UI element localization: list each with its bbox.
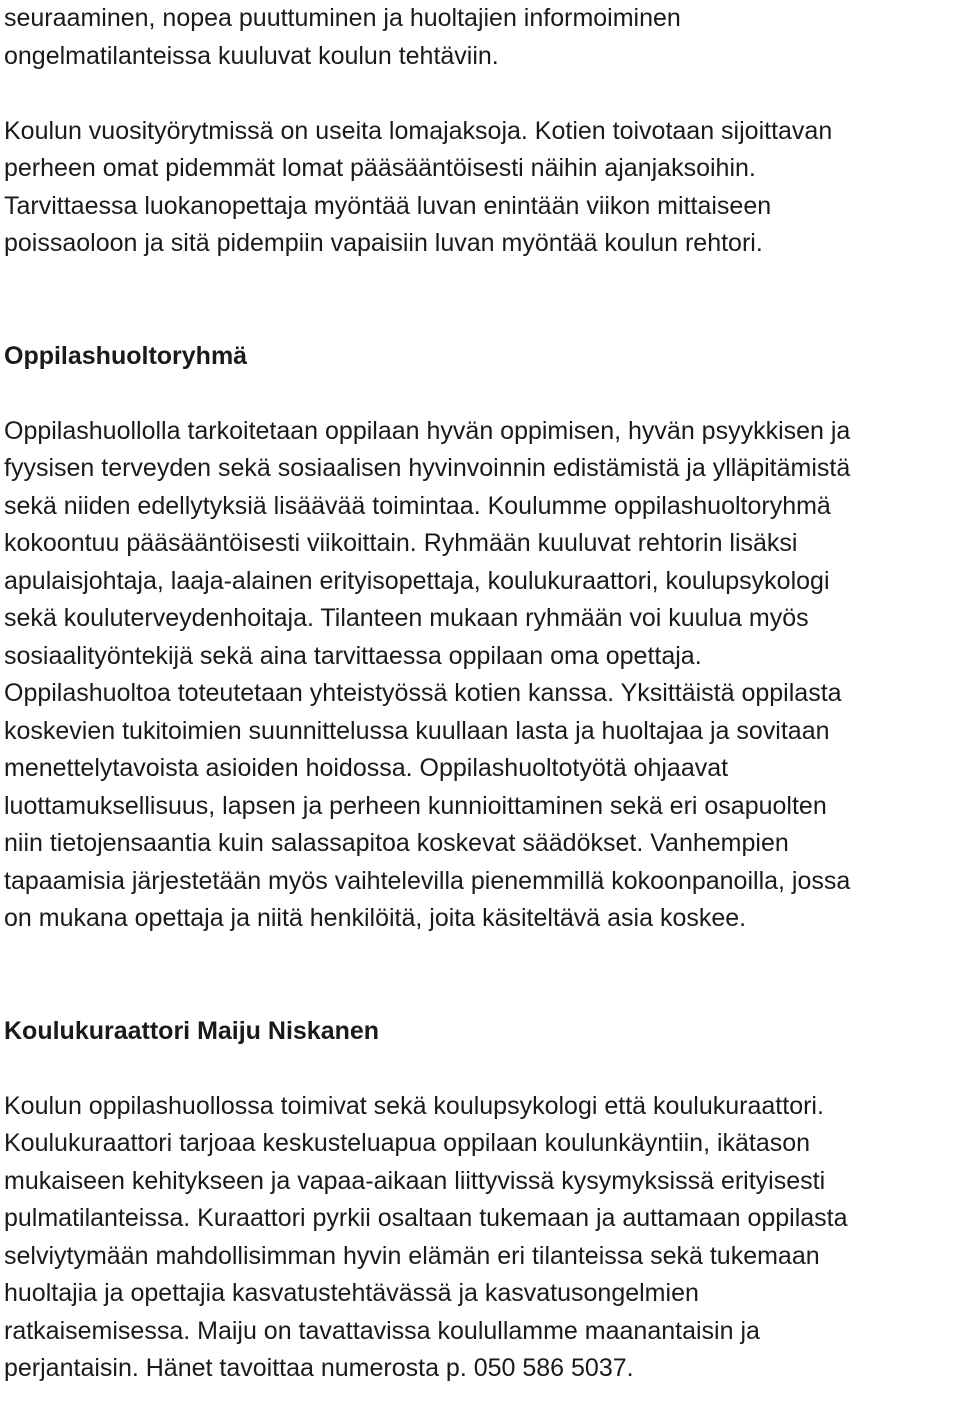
- text-line: on mukana opettaja ja niitä henkilöitä, joita käsiteltävä asia koskee.: [4, 904, 747, 932]
- section-heading-oppilashuoltoryhma: Oppilashuoltoryhmä: [4, 341, 248, 370]
- holidays-paragraph: [4, 113, 960, 263]
- text-line: pulmatilanteissa. Kuraattori pyrkii osaltaan tukemaan ja auttamaan oppilasta: [4, 1204, 848, 1232]
- text-line: niin tietojensaantia kuin salassapitoa koskevat säädökset. Vanhempien: [4, 829, 789, 857]
- text-line: tapaamisia järjestetään myös vaihtelevilla pienemmillä kokoonpanoilla, jossa: [4, 866, 851, 895]
- paragraph-spacer: [4, 1050, 960, 1088]
- text-line: Koulun vuosityörytmissä on useita lomajaksoja. Kotien toivotaan sijoittavan: [4, 116, 833, 145]
- text-line: sosiaalityöntekijä sekä aina tarvittaessa oppilaan oma opettaja.: [4, 641, 702, 670]
- text-line: poissaoloon ja sitä pidempiin vapaisiin luvan myöntää koulun rehtori.: [4, 229, 763, 257]
- kuraattori-paragraph: [4, 1088, 960, 1388]
- paragraph-spacer: [4, 75, 960, 113]
- text-line: sekä niiden edellytyksiä lisäävää toimintaa. Koulumme oppilashuoltoryhmä: [4, 491, 831, 520]
- text-line: ongelmatilanteissa kuuluvat koulun tehtäviin.: [4, 41, 499, 70]
- text-line: Oppilashuoltoa toteutetaan yhteistyössä kotien kanssa. Yksittäistä oppilasta: [4, 679, 842, 707]
- paragraph-spacer: [4, 263, 960, 338]
- text-line: ratkaisemisessa. Maiju on tavattavissa koulullamme maanantaisin ja: [4, 1316, 760, 1345]
- text-line: sekä kouluterveydenhoitaja. Tilanteen mukaan ryhmään voi kuulua myös: [4, 604, 809, 632]
- text-line: seuraaminen, nopea puuttuminen ja huoltajien informoiminen: [4, 4, 681, 32]
- text-line: apulaisjohtaja, laaja-alainen erityisopettaja, koulukuraattori, koulupsykologi: [4, 566, 830, 595]
- paragraph-spacer: [4, 375, 960, 413]
- oppilashuolto-paragraph: [4, 413, 960, 938]
- text-line: Koulun oppilashuollossa toimivat sekä koulupsykologi että koulukuraattori.: [4, 1091, 824, 1120]
- text-line: fyysisen terveyden sekä sosiaalisen hyvinvoinnin edistämistä ja ylläpitämistä: [4, 454, 851, 482]
- text-line: selviytymään mahdollisimman hyvin elämän eri tilanteissa sekä tukemaan: [4, 1241, 820, 1270]
- intro-paragraph: [4, 0, 960, 75]
- paragraph-spacer: [4, 938, 960, 1013]
- section-heading-koulukuraattori: Koulukuraattori Maiju Niskanen: [4, 1016, 380, 1045]
- text-line: kokoontuu pääsääntöisesti viikoittain. Ryhmään kuuluvat rehtorin lisäksi: [4, 529, 798, 557]
- text-line: koskevien tukitoimien suunnittelussa kuullaan lasta ja huoltajaa ja sovitaan: [4, 716, 830, 745]
- text-line: huoltajia ja opettajia kasvatustehtävässä ja kasvatusongelmien: [4, 1279, 699, 1307]
- document-page: [4, 0, 960, 1388]
- text-line: perjantaisin. Hänet tavoittaa numerosta p. 050 586 5037.: [4, 1354, 634, 1382]
- text-line: Koulukuraattori tarjoaa keskusteluapua oppilaan koulunkäyntiin, ikätason: [4, 1129, 811, 1157]
- text-line: perheen omat pidemmät lomat pääsääntöisesti näihin ajanjaksoihin.: [4, 154, 756, 182]
- text-line: Tarvittaessa luokanopettaja myöntää luvan enintään viikon mittaiseen: [4, 191, 772, 220]
- text-line: menettelytavoista asioiden hoidossa. Oppilashuoltotyötä ohjaavat: [4, 754, 729, 782]
- text-line: mukaiseen kehitykseen ja vapaa-aikaan liittyvissä kysymyksissä erityisesti: [4, 1166, 826, 1195]
- text-line: Oppilashuollolla tarkoitetaan oppilaan hyvän oppimisen, hyvän psyykkisen ja: [4, 416, 851, 445]
- text-line: luottamuksellisuus, lapsen ja perheen kunnioittaminen sekä eri osapuolten: [4, 791, 827, 820]
